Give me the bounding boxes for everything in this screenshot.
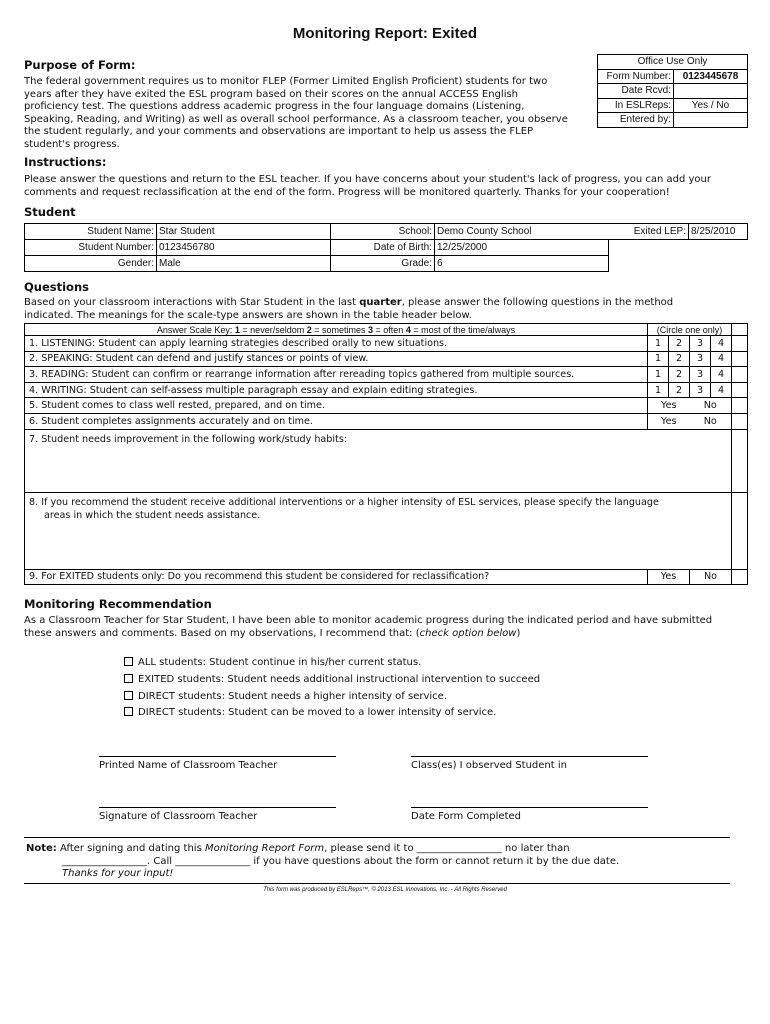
question-speaking: 2. SPEAKING: Student can defend and justify stances or points of view. — [25, 351, 648, 367]
table-row — [25, 351, 748, 367]
student-number-value: 0123456780 — [157, 240, 331, 256]
date-label: Date Form Completed — [411, 811, 521, 822]
question-work-habits[interactable]: 7. Student needs improvement in the following work/study habits: — [25, 429, 732, 492]
questions-intro: Based on your classroom interactions with Star Student in the last quarter, please answer the following questions in the method indicated. The meanings for the scale-type answers are shown in the table header below. — [24, 297, 674, 321]
scale-option-2[interactable]: 2 — [669, 351, 690, 367]
student-number-label: Student Number: — [25, 240, 157, 256]
dob-label: Date of Birth: — [331, 240, 435, 256]
answer-cell[interactable] — [732, 398, 748, 414]
grade-label: Grade: — [331, 256, 435, 272]
yes-option[interactable]: Yes — [648, 569, 690, 585]
checkbox[interactable] — [124, 691, 133, 700]
answer-cell[interactable] — [732, 429, 748, 492]
option-direct-higher[interactable]: DIRECT students: Student needs a higher intensity of service. — [124, 689, 540, 706]
entered-by-label: Entered by: — [598, 113, 674, 128]
table-row — [25, 336, 748, 352]
date-line[interactable] — [411, 807, 648, 808]
circle-one-label: (Circle one only) — [648, 324, 732, 336]
date-rcvd-field[interactable] — [674, 84, 748, 99]
checkbox[interactable] — [124, 657, 133, 666]
table-row — [25, 367, 748, 383]
instructions-text: Please answer the questions and return to the ESL teacher. If you have concerns about your student's lack of progress, you can add your comments and request reclassification at the end of the form. Progress will be monitored quarterly. Thanks for your cooperation! — [24, 174, 711, 198]
answer-cell[interactable] — [732, 382, 748, 398]
checkbox[interactable] — [124, 674, 133, 683]
divider — [24, 837, 730, 838]
in-eslreps-field[interactable]: Yes / No — [674, 98, 748, 113]
scale-option-1[interactable]: 1 — [648, 382, 669, 398]
answer-cell[interactable] — [732, 351, 748, 367]
student-table — [24, 223, 748, 272]
scale-option-1[interactable]: 1 — [648, 351, 669, 367]
classes-line[interactable] — [411, 756, 648, 757]
student-name-label: Student Name: — [25, 224, 157, 240]
option-exited-students[interactable]: EXITED students: Student needs additional instructional intervention to succeed — [124, 672, 540, 689]
purpose-text: The federal government requires us to monitor FLEP (Former Limited English Proficient) students for two years after they have exited the ESL program based on their scores on the annual ACCESS English proficiency test. The questions address academic progress in the four language domains (Listening, Speaking, Reading, and Writing) as well as overall school performance. As a classroom teacher, you observe the student regularly, and your comments and observations are important to help us assess the FLEP student's progress. — [24, 76, 568, 150]
table-row — [25, 429, 748, 492]
no-option[interactable]: No — [690, 569, 732, 585]
option-direct-lower[interactable]: DIRECT students: Student can be moved to a lower intensity of service. — [124, 705, 540, 722]
no-option[interactable]: No — [690, 413, 732, 429]
footer: This form was produced by ESLReps™, © 2013 ESL Innovations, Inc. - All Rights Reserved — [263, 887, 507, 893]
entered-by-field[interactable] — [674, 113, 748, 128]
instructions-heading: Instructions: — [24, 155, 107, 169]
student-name-value: Star Student — [157, 224, 331, 240]
office-use-box — [597, 54, 748, 128]
answer-cell[interactable] — [732, 492, 748, 569]
answer-cell[interactable] — [732, 569, 748, 585]
answer-cell[interactable] — [732, 367, 748, 383]
in-eslreps-label: In ESLReps: — [598, 98, 674, 113]
scale-option-3[interactable]: 3 — [690, 336, 711, 352]
divider — [24, 883, 730, 884]
scale-option-4[interactable]: 4 — [711, 367, 732, 383]
question-assignments: 6. Student completes assignments accurately and on time. — [25, 413, 648, 429]
checkbox[interactable] — [124, 707, 133, 716]
question-interventions[interactable]: 8. If you recommend the student receive additional interventions or a higher intensity of ESL services, please specify the language areas in which the student needs assistance. — [25, 492, 732, 569]
scale-option-2[interactable]: 2 — [669, 382, 690, 398]
answer-scale-key: Answer Scale Key: 1 = never/seldom 2 = sometimes 3 = often 4 = most of the time/always — [25, 324, 648, 336]
printed-name-label: Printed Name of Classroom Teacher — [99, 760, 278, 771]
table-row — [25, 569, 748, 585]
question-reading: 3. READING: Student can confirm or rearrange information after rereading topics gathered from multiple sources. — [25, 367, 648, 383]
scale-option-1[interactable]: 1 — [648, 367, 669, 383]
scale-option-1[interactable]: 1 — [648, 336, 669, 352]
question-rested: 5. Student comes to class well rested, prepared, and on time. — [25, 398, 648, 414]
date-rcvd-label: Date Rcvd: — [598, 84, 674, 99]
no-option[interactable]: No — [690, 398, 732, 414]
exited-lep-label: Exited LEP: — [609, 224, 689, 240]
signature-label: Signature of Classroom Teacher — [99, 811, 258, 822]
question-listening: 1. LISTENING: Student can apply learning strategies described orally to new situations. — [25, 336, 648, 352]
scale-option-4[interactable]: 4 — [711, 351, 732, 367]
question-reclassification: 9. For EXITED students only: Do you recommend this student be considered for reclassification? — [25, 569, 648, 585]
scale-option-4[interactable]: 4 — [711, 336, 732, 352]
answer-cell[interactable] — [732, 413, 748, 429]
yes-option[interactable]: Yes — [648, 413, 690, 429]
answer-cell[interactable] — [732, 336, 748, 352]
questions-table — [24, 323, 748, 585]
page-title: Monitoring Report: Exited — [292, 25, 478, 42]
scale-option-3[interactable]: 3 — [690, 351, 711, 367]
scale-option-3[interactable]: 3 — [690, 367, 711, 383]
table-row — [25, 382, 748, 398]
recommendation-heading: Monitoring Recommendation — [24, 597, 212, 611]
scale-option-4[interactable]: 4 — [711, 382, 732, 398]
option-all-students[interactable]: ALL students: Student continue in his/her current status. — [124, 655, 540, 672]
note-text: Note: After signing and dating this Monitoring Report Form, please send it to _________________ no later than _________________. Call _______________ if you have questions about the form or cannot return it by the due date. Thanks for your input! — [26, 843, 620, 879]
scale-option-2[interactable]: 2 — [669, 367, 690, 383]
form-number-label: Form Number: — [598, 69, 674, 84]
table-row — [25, 413, 748, 429]
office-use-header: Office Use Only — [598, 55, 748, 70]
school-label: School: — [331, 224, 435, 240]
gender-value: Male — [157, 256, 331, 272]
grade-value: 6 — [435, 256, 609, 272]
recommendation-text: As a Classroom Teacher for Star Student, I have been able to monitor academic progress during the indicated period and have submitted these answers and comments. Based on my observations, I recommend that: (check option below) — [24, 615, 713, 639]
printed-name-line[interactable] — [99, 756, 336, 757]
scale-option-2[interactable]: 2 — [669, 336, 690, 352]
purpose-heading: Purpose of Form: — [24, 58, 136, 72]
school-value: Demo County School — [435, 224, 609, 240]
question-writing: 4. WRITING: Student can self-assess multiple paragraph essay and explain editing strategies. — [25, 382, 648, 398]
table-row — [25, 398, 748, 414]
student-heading: Student — [24, 205, 76, 219]
exited-lep-value: 8/25/2010 — [689, 224, 748, 240]
gender-label: Gender: — [25, 256, 157, 272]
form-number-value: 0123445678 — [674, 69, 748, 84]
scale-option-3[interactable]: 3 — [690, 382, 711, 398]
table-row — [25, 492, 748, 569]
yes-option[interactable]: Yes — [648, 398, 690, 414]
recommendation-options — [124, 655, 540, 722]
signature-line[interactable] — [99, 807, 336, 808]
dob-value: 12/25/2000 — [435, 240, 609, 256]
questions-heading: Questions — [24, 280, 89, 294]
classes-label: Class(es) I observed Student in — [411, 760, 567, 771]
